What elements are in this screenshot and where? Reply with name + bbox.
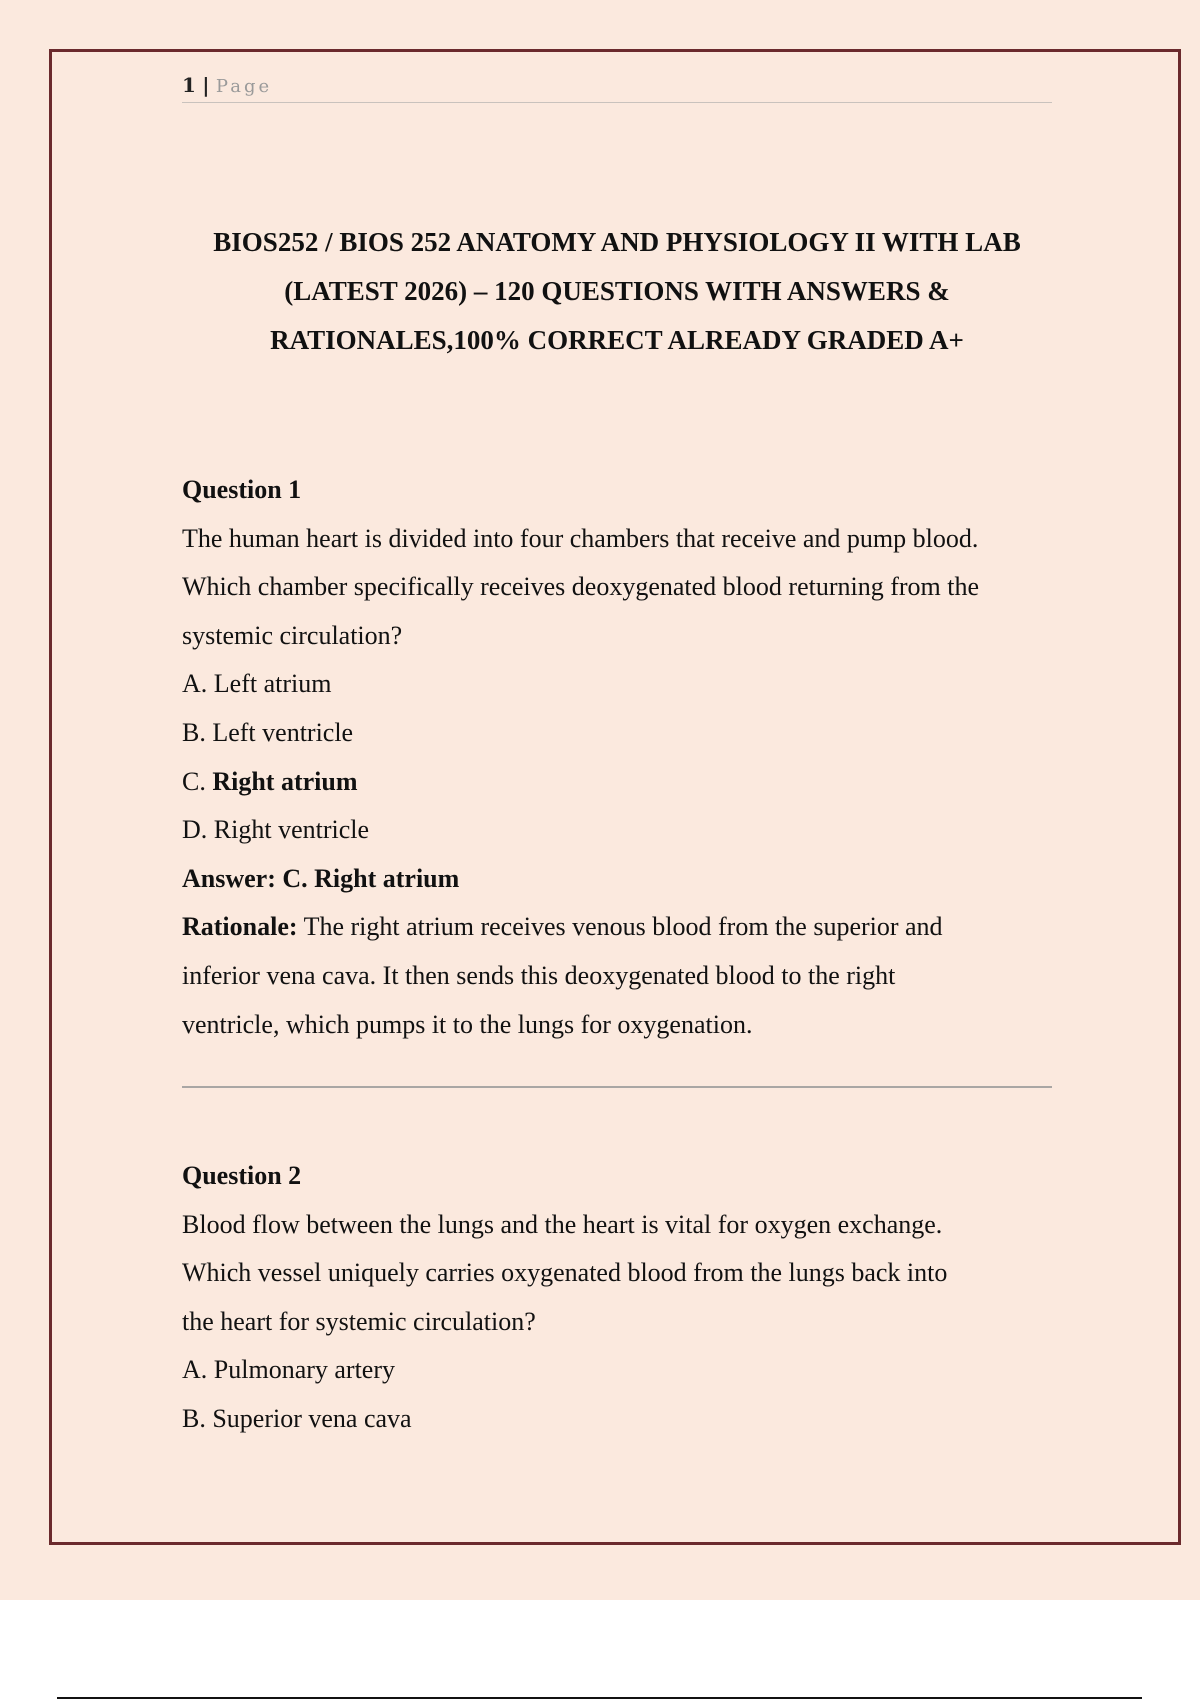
question-stem-line: Blood flow between the lungs and the heart is vital for oxygen exchange. <box>182 1209 943 1239</box>
option-a <box>182 1346 1052 1395</box>
rationale-line <box>182 903 1052 952</box>
option-text: Right ventricle <box>213 815 370 845</box>
question-stem-line: systemic circulation? <box>182 620 403 650</box>
option-b <box>182 709 1052 758</box>
option-d <box>182 806 1052 855</box>
option-letter: A. <box>182 669 208 699</box>
title-line: BIOS252 / BIOS 252 ANATOMY AND PHYSIOLOGY II WITH LAB <box>213 227 1021 257</box>
question-1 <box>182 466 1052 1049</box>
section-divider <box>182 1086 1052 1088</box>
option-b <box>182 1395 1052 1444</box>
page-header <box>182 72 1052 103</box>
option-text: Right atrium <box>212 766 358 796</box>
option-letter: B. <box>182 717 206 747</box>
question-heading: Question 2 <box>182 1161 302 1190</box>
page-number: 1 <box>182 73 196 97</box>
question-2 <box>182 1152 1052 1444</box>
rationale-line: inferior vena cava. It then sends this deoxygenated blood to the right <box>182 960 896 990</box>
option-letter: A. <box>182 1355 208 1385</box>
document-title <box>182 218 1052 365</box>
option-text: Pulmonary artery <box>213 1355 396 1385</box>
option-text: Superior vena cava <box>212 1403 412 1433</box>
question-stem-line: Which chamber specifically receives deoxygenated blood returning from the <box>182 572 980 602</box>
rationale-line: ventricle, which pumps it to the lungs for oxygenation. <box>182 1009 753 1039</box>
title-line: RATIONALES,100% CORRECT ALREADY GRADED A+ <box>270 325 964 355</box>
question-stem-line: The human heart is divided into four chambers that receive and pump blood. <box>182 523 979 553</box>
rationale-text: The right atrium receives venous blood from the superior and <box>303 912 943 942</box>
option-letter: C. <box>182 766 206 796</box>
question-heading: Question 1 <box>182 475 302 504</box>
option-text: Left ventricle <box>212 717 354 747</box>
page-word: Page <box>215 76 273 97</box>
title-line: (LATEST 2026) – 120 QUESTIONS WITH ANSWERS & <box>284 276 950 306</box>
option-letter: B. <box>182 1403 206 1433</box>
footer-rule <box>57 1697 1142 1699</box>
option-c-correct <box>182 758 1052 807</box>
rationale-label: Rationale: <box>182 912 298 942</box>
option-a <box>182 660 1052 709</box>
page-separator: | <box>202 73 210 97</box>
question-stem-line: the heart for systemic circulation? <box>182 1306 536 1336</box>
question-stem-line: Which vessel uniquely carries oxygenated blood from the lungs back into <box>182 1258 948 1288</box>
option-text: Left atrium <box>213 669 332 699</box>
answer-line: Answer: C. Right atrium <box>182 863 460 893</box>
option-letter: D. <box>182 815 208 845</box>
